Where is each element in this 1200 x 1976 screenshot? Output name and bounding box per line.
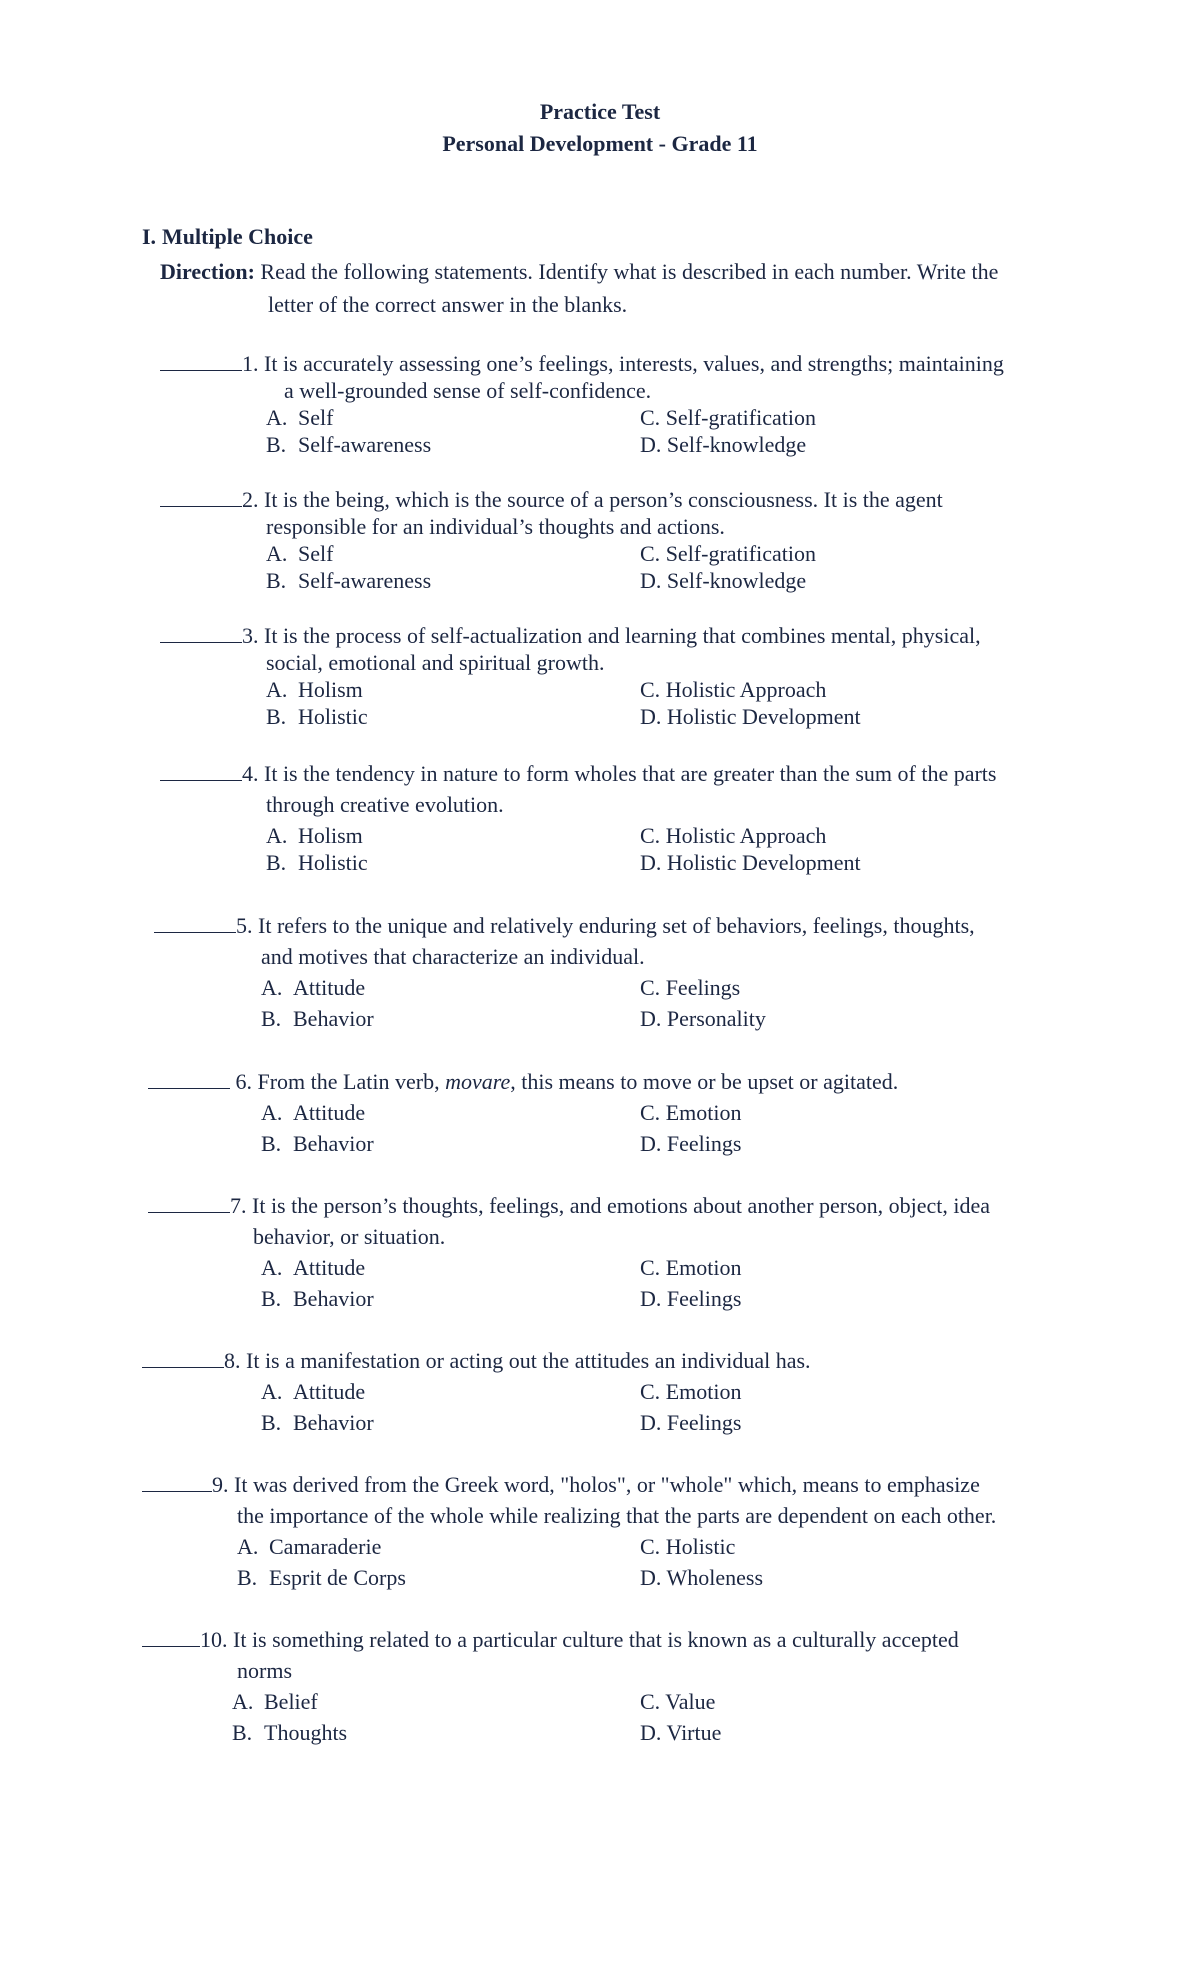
choice-d: D. Feelings [640, 1131, 742, 1156]
choice-c: C. Self-gratification [640, 541, 816, 566]
choice-a: A. Attitude [261, 1255, 366, 1280]
choice-b: B. Self-awareness [266, 432, 432, 457]
question-text: It is the tendency in nature to form wholes that are greater than the sum of the parts [264, 761, 997, 786]
question-text-a: From the Latin verb, [257, 1069, 440, 1094]
answer-blank[interactable] [160, 760, 242, 781]
choice-c: C. Self-gratification [640, 405, 816, 430]
answer-blank[interactable] [160, 622, 242, 643]
question-2 [160, 486, 943, 594]
question-number: 3. [242, 623, 259, 648]
question-text: It is the person’s thoughts, feelings, and emotions about another person, object, idea [252, 1193, 991, 1218]
page-title: Practice Test [539, 99, 661, 124]
direction-label: Direction: [160, 259, 255, 284]
choices [154, 972, 975, 1034]
question-text-cont: and motives that characterize an individual. [261, 944, 645, 969]
choices [142, 1376, 811, 1438]
question-number: 5. [236, 913, 253, 938]
question-10 [142, 1624, 959, 1748]
question-number: 9. [212, 1472, 229, 1497]
choice-c: C. Emotion [640, 1255, 742, 1280]
choice-a: A. Attitude [261, 975, 366, 1000]
answer-blank[interactable] [154, 912, 236, 933]
answer-blank[interactable] [142, 1471, 212, 1492]
choices [142, 1686, 959, 1748]
question-text-cont: norms [237, 1658, 292, 1683]
choice-d: D. Feelings [640, 1286, 742, 1311]
choice-a: A. Camaraderie [237, 1534, 382, 1559]
choice-a: A. Attitude [261, 1379, 366, 1404]
question-6 [148, 1066, 898, 1159]
choice-b: B. Self-awareness [266, 568, 432, 593]
choices [160, 676, 981, 730]
answer-blank[interactable] [142, 1626, 200, 1647]
choice-c: C. Holistic Approach [640, 677, 827, 702]
choice-b: B. Esprit de Corps [237, 1565, 406, 1590]
choices [148, 1097, 898, 1159]
question-text: It refers to the unique and relatively enduring set of behaviors, feelings, thoughts, [258, 913, 975, 938]
choice-a: A. Self [266, 405, 334, 430]
question-text-b: , this means to move or be upset or agitated. [510, 1069, 899, 1094]
question-4 [160, 758, 996, 874]
choices [148, 1252, 990, 1314]
choices [142, 1531, 996, 1593]
question-text: It is something related to a particular culture that is known as a culturally accepted [233, 1627, 959, 1652]
choice-a: A. Holism [266, 823, 363, 848]
question-text: It was derived from the Greek word, "holos", or "whole" which, means to emphasize [234, 1472, 980, 1497]
question-number: 10. [200, 1627, 228, 1652]
question-number: 7. [230, 1193, 247, 1218]
direction-text-line2: letter of the correct answer in the blanks. [268, 292, 628, 317]
question-text: It is the being, which is the source of a person’s consciousness. It is the agent [264, 487, 943, 512]
question-number: 1. [242, 351, 259, 376]
choice-a: A. Attitude [261, 1100, 366, 1125]
choice-a: A. Belief [232, 1689, 318, 1714]
choice-d: D. Wholeness [640, 1565, 764, 1590]
choice-c: C. Emotion [640, 1379, 742, 1404]
direction-text-line1: Read the following statements. Identify what is described in each number. Write the [260, 259, 999, 284]
question-text-cont: the importance of the whole while realizing that the parts are dependent on each other. [237, 1503, 997, 1528]
choice-b: B. Holistic [266, 704, 368, 729]
choice-d: D. Feelings [640, 1410, 742, 1435]
choice-d: D. Self-knowledge [640, 568, 807, 593]
choice-c: C. Feelings [640, 975, 741, 1000]
question-5 [154, 910, 975, 1034]
question-9 [142, 1469, 996, 1593]
choices [160, 540, 943, 594]
question-text: It is a manifestation or acting out the attitudes an individual has. [246, 1348, 811, 1373]
choice-c: C. Holistic [640, 1534, 736, 1559]
choice-b: B. Behavior [261, 1286, 374, 1311]
choice-a: A. Self [266, 541, 334, 566]
choice-c: C. Value [640, 1689, 716, 1714]
choice-d: D. Holistic Development [640, 850, 861, 875]
choice-b: B. Behavior [261, 1410, 374, 1435]
choices [160, 404, 1004, 458]
answer-blank[interactable] [160, 350, 242, 371]
choice-c: C. Emotion [640, 1100, 742, 1125]
section-title: Multiple Choice [162, 224, 313, 249]
question-text: It is the process of self-actualization and learning that combines mental, physical, [264, 623, 981, 648]
question-text-cont: responsible for an individual’s thoughts and actions. [266, 514, 725, 539]
choice-c: C. Holistic Approach [640, 823, 827, 848]
answer-blank[interactable] [160, 486, 242, 507]
question-7 [148, 1190, 990, 1314]
answer-blank[interactable] [148, 1192, 230, 1213]
question-text-cont: through creative evolution. [266, 792, 504, 817]
choice-d: D. Self-knowledge [640, 432, 807, 457]
choice-b: B. Behavior [261, 1006, 374, 1031]
question-number: 8. [224, 1348, 241, 1373]
question-text-cont: behavior, or situation. [253, 1224, 446, 1249]
question-number: 2. [242, 487, 259, 512]
choice-b: B. Behavior [261, 1131, 374, 1156]
choice-d: D. Virtue [640, 1720, 722, 1745]
choice-a: A. Holism [266, 677, 363, 702]
question-text-cont: a well-grounded sense of self-confidence. [284, 378, 652, 403]
question-1 [160, 350, 1004, 458]
question-text-italic: movare [445, 1069, 511, 1094]
choice-d: D. Personality [640, 1006, 766, 1031]
directions [160, 255, 1080, 321]
choice-d: D. Holistic Development [640, 704, 861, 729]
question-number: 6. [235, 1069, 252, 1094]
question-number: 4. [242, 761, 259, 786]
question-8 [142, 1345, 811, 1438]
answer-blank[interactable] [142, 1347, 224, 1368]
question-text-cont: social, emotional and spiritual growth. [266, 650, 605, 675]
choice-b: B. Thoughts [232, 1720, 348, 1745]
section-heading [142, 224, 313, 250]
question-3 [160, 622, 981, 730]
answer-blank[interactable] [148, 1068, 230, 1089]
choice-b: B. Holistic [266, 850, 368, 875]
choices [160, 820, 996, 874]
section-number: I. [142, 224, 157, 249]
page-subtitle: Personal Development - Grade 11 [442, 131, 758, 156]
question-text: It is accurately assessing one’s feelings, interests, values, and strengths; maintaining [264, 351, 1004, 376]
